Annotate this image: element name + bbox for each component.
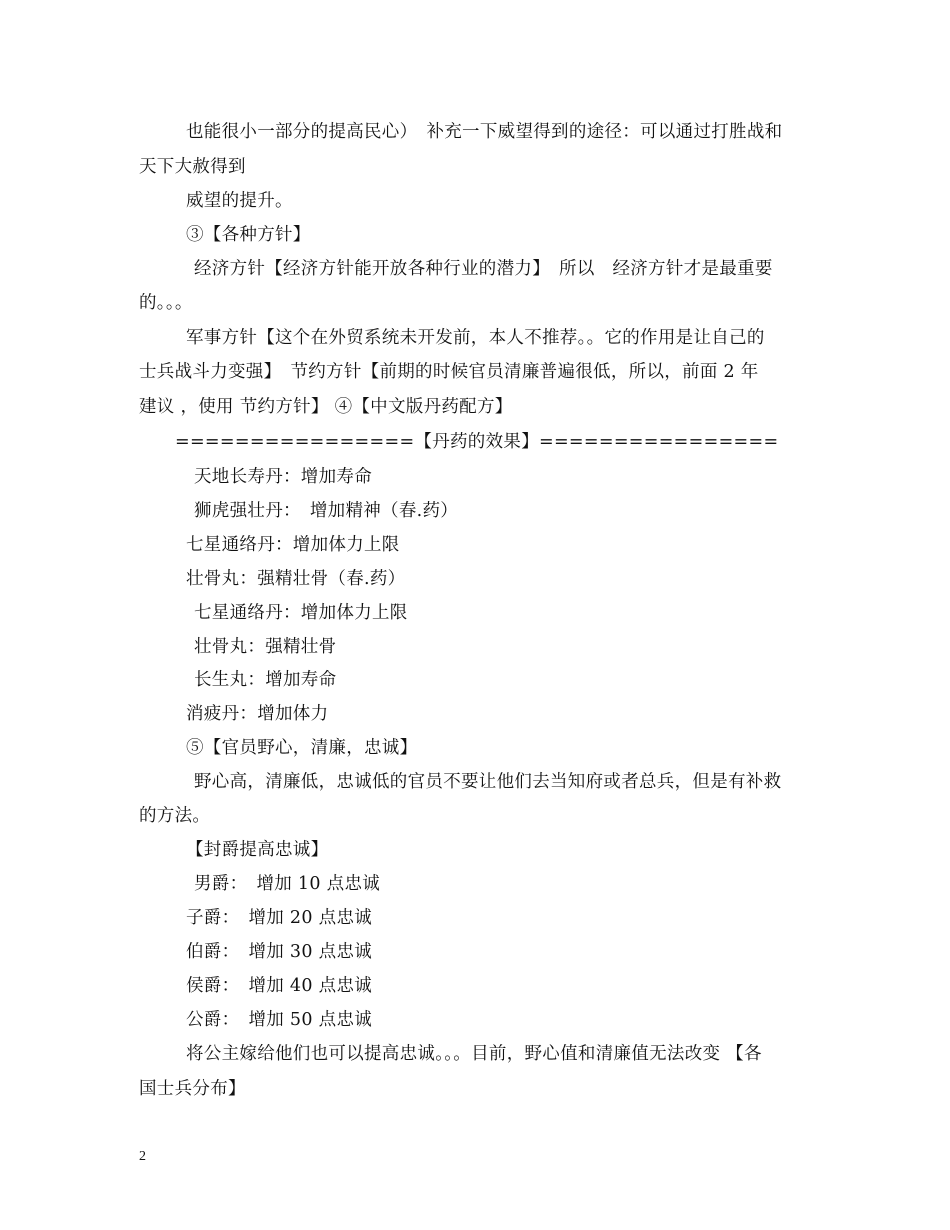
list-item: 公爵： 增加 50 点忠诚 [186,1010,373,1030]
list-item: 壮骨丸：强精壮骨（春.药） [186,569,406,589]
text-line: 建议 ，使用 节约方针】 ④【中文版丹药配方】 [139,397,513,417]
text-line: 士兵战斗力变强】 节约方针【前期的时候官员清廉普遍很低，所以，前面 2 年 [139,362,759,382]
text-line: 野心高，清廉低，忠诚低的官员不要让他们去当知府或者总兵，但是有补救 [194,772,782,792]
text-line: 的。。。 [139,293,193,313]
list-item: 七星通络丹：增加体力上限 [194,603,408,623]
text-line: 将公主嫁给他们也可以提高忠诚。。。目前，野心值和清廉值无法改变 【各 [186,1044,762,1064]
list-item: 伯爵： 增加 30 点忠诚 [186,942,373,962]
list-item: 子爵： 增加 20 点忠诚 [186,908,373,928]
list-item: 消疲丹：增加体力 [186,704,329,724]
list-item: 男爵： 增加 10 点忠诚 [194,874,381,894]
list-item: 长生丸：增加寿命 [194,670,337,690]
text-line: 天下大赦得到 [139,157,246,177]
list-item: 侯爵： 增加 40 点忠诚 [186,976,373,996]
text-line: 也能很小一部分的提高民心） 补充一下威望得到的途径：可以通过打胜战和 [186,122,783,142]
text-line: 国士兵分布】 [139,1079,246,1099]
page-number: 2 [139,1149,146,1164]
list-item: 狮虎强壮丹： 增加精神（春.药） [194,501,459,521]
text-line: 的方法。 [139,806,211,826]
list-item: 天地长寿丹：增加寿命 [194,467,372,487]
divider-heading: ================【丹药的效果】================ [175,432,779,452]
text-line: 军事方针【这个在外贸系统未开发前，本人不推荐。。它的作用是让自己的 [186,328,765,348]
section-heading: ⑤【官员野心，清廉，忠诚】 [186,738,418,758]
text-line: 威望的提升。 [186,191,293,211]
text-line: 经济方针【经济方针能开放各种行业的潜力】 所以 经济方针才是最重要 [194,259,773,279]
subheading: 【封爵提高忠诚】 [186,840,329,860]
list-item: 七星通络丹：增加体力上限 [186,535,400,555]
list-item: 壮骨丸：强精壮骨 [194,637,337,657]
section-heading: ③【各种方针】 [186,225,311,245]
